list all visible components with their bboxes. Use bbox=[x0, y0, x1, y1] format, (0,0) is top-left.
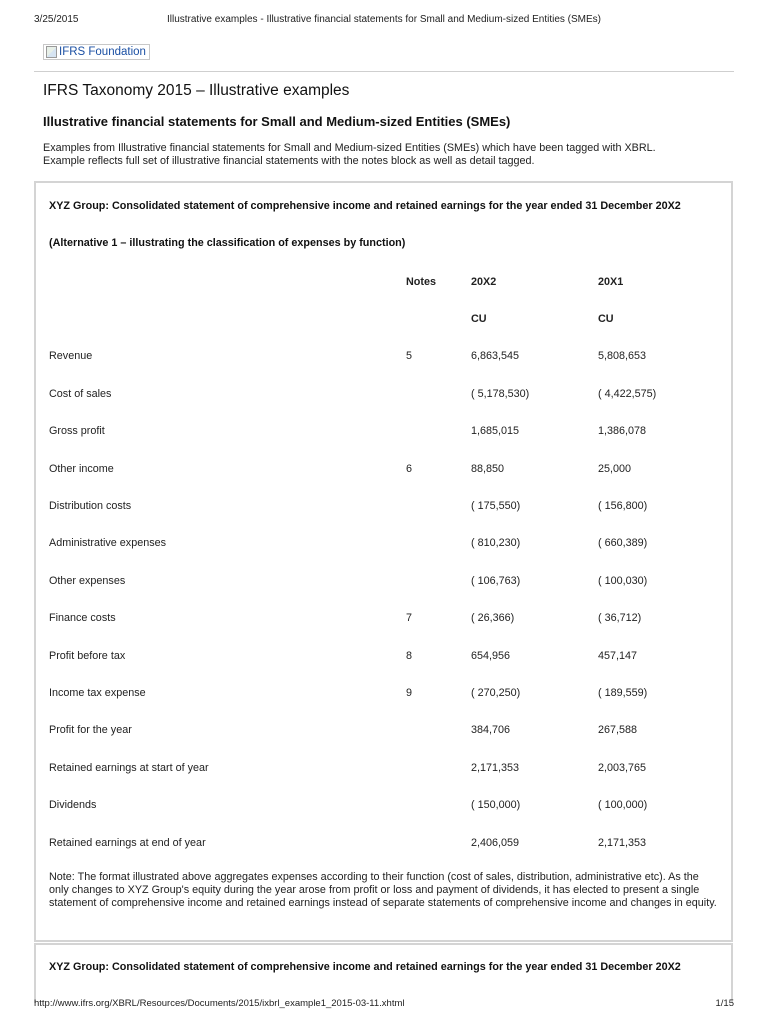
currency-current-year: CU bbox=[471, 313, 487, 326]
table-row bbox=[36, 562, 731, 599]
row-value-20x2: ( 810,230) bbox=[471, 537, 521, 550]
page-number: 1/15 bbox=[715, 998, 734, 1009]
row-note bbox=[406, 749, 471, 786]
table-row bbox=[36, 487, 731, 524]
print-footer bbox=[34, 998, 734, 1010]
row-label: Gross profit bbox=[49, 425, 105, 438]
table-row bbox=[36, 600, 731, 637]
row-note: 9 bbox=[406, 686, 413, 699]
header-prior-year: 20X1 bbox=[598, 275, 624, 288]
row-value-20x2: 654,956 bbox=[471, 649, 511, 662]
statement-panel-2 bbox=[34, 943, 733, 1003]
row-note: 7 bbox=[406, 612, 413, 625]
row-label: Profit before tax bbox=[49, 649, 126, 662]
row-label: Finance costs bbox=[49, 612, 116, 625]
currency-row bbox=[36, 300, 731, 337]
row-value-20x1: 457,147 bbox=[598, 649, 638, 662]
header-divider bbox=[34, 71, 734, 72]
table-row bbox=[36, 712, 731, 749]
row-value-20x1: ( 4,422,575) bbox=[598, 387, 657, 400]
row-label: Other expenses bbox=[49, 574, 126, 587]
row-value-20x1: ( 189,559) bbox=[598, 686, 648, 699]
table-row bbox=[36, 824, 731, 861]
table-row bbox=[36, 525, 731, 562]
row-label: Income tax expense bbox=[49, 686, 146, 699]
row-label: Profit for the year bbox=[49, 724, 132, 737]
intro-line-1: Examples from Illustrative financial statements for Small and Medium-sized Entities (SMEs) which have been tagged with XBRL. bbox=[43, 142, 656, 154]
row-label: Retained earnings at end of year bbox=[49, 836, 206, 849]
row-value-20x2: ( 270,250) bbox=[471, 686, 521, 699]
row-note bbox=[406, 712, 471, 749]
header-current-year: 20X2 bbox=[471, 275, 497, 288]
table-row bbox=[36, 786, 731, 823]
row-note bbox=[406, 562, 471, 599]
row-value-20x2: ( 5,178,530) bbox=[471, 387, 530, 400]
page-subtitle: Illustrative financial statements for Small and Medium-sized Entities (SMEs) bbox=[43, 114, 511, 129]
table-header-row bbox=[36, 263, 731, 300]
row-value-20x2: 6,863,545 bbox=[471, 350, 520, 363]
header-notes: Notes bbox=[406, 275, 436, 288]
row-label: Administrative expenses bbox=[49, 537, 167, 550]
print-url: http://www.ifrs.org/XBRL/Resources/Documents/2015/ixbrl_example1_2015-03-11.xhtml bbox=[34, 998, 405, 1009]
row-label: Revenue bbox=[49, 350, 93, 363]
statement-alternative: (Alternative 1 – illustrating the classification of expenses by function) bbox=[49, 237, 406, 249]
print-page-title: Illustrative examples - Illustrative financial statements for Small and Medium-sized Entities (SMEs) bbox=[166, 14, 602, 25]
row-note bbox=[406, 786, 471, 823]
print-date: 3/25/2015 bbox=[34, 14, 79, 25]
row-value-20x1: 25,000 bbox=[598, 462, 632, 475]
statement-panel bbox=[34, 181, 733, 942]
row-label: Other income bbox=[49, 462, 114, 475]
row-value-20x2: 2,406,059 bbox=[471, 836, 520, 849]
currency-prior-year: CU bbox=[598, 313, 614, 326]
page-title: IFRS Taxonomy 2015 – Illustrative examples bbox=[43, 82, 350, 99]
row-note bbox=[406, 525, 471, 562]
row-label: Dividends bbox=[49, 799, 97, 812]
statement-2-title: XYZ Group: Consolidated statement of comprehensive income and retained earnings for the year ended 31 December 20X2 bbox=[49, 961, 681, 973]
row-value-20x2: ( 106,763) bbox=[471, 574, 521, 587]
broken-image-icon bbox=[46, 46, 57, 58]
logo-alt-text: IFRS Foundation bbox=[59, 46, 146, 58]
header-label-cell bbox=[36, 263, 406, 300]
intro-line-2: Example reflects full set of illustrative financial statements with the notes block as well as detail tagged. bbox=[43, 155, 535, 167]
row-note bbox=[406, 413, 471, 450]
row-value-20x2: 384,706 bbox=[471, 724, 511, 737]
table-row bbox=[36, 674, 731, 711]
table-row bbox=[36, 637, 731, 674]
row-value-20x1: 1,386,078 bbox=[598, 425, 647, 438]
row-note bbox=[406, 487, 471, 524]
row-note: 6 bbox=[406, 462, 413, 475]
intro-paragraph bbox=[43, 142, 733, 168]
row-value-20x1: ( 660,389) bbox=[598, 537, 648, 550]
table-row bbox=[36, 375, 731, 412]
row-label: Retained earnings at start of year bbox=[49, 761, 209, 774]
row-note: 5 bbox=[406, 350, 413, 363]
statement-note: Note: The format illustrated above aggregates expenses according to their function (cost of sales, distribution, administrative etc). As the only changes to XYZ Group's equity during the year arose from profit or loss and payment of dividends, it has elected to present a single statement of comprehensive income and retained earnings instead of separate statements of comprehensive income and changes in equity. bbox=[49, 871, 717, 910]
statement-rows bbox=[36, 338, 731, 861]
ifrs-foundation-logo-link[interactable] bbox=[43, 44, 150, 60]
row-value-20x1: 2,003,765 bbox=[598, 761, 647, 774]
row-value-20x1: ( 100,030) bbox=[598, 574, 648, 587]
row-note bbox=[406, 375, 471, 412]
row-note bbox=[406, 824, 471, 861]
statement-title: XYZ Group: Consolidated statement of comprehensive income and retained earnings for the year ended 31 December 20X2 bbox=[49, 200, 681, 212]
row-value-20x1: ( 36,712) bbox=[598, 612, 642, 625]
print-header bbox=[34, 14, 734, 28]
row-value-20x1: 5,808,653 bbox=[598, 350, 647, 363]
row-value-20x1: ( 156,800) bbox=[598, 500, 648, 513]
row-label: Distribution costs bbox=[49, 500, 132, 513]
row-value-20x1: ( 100,000) bbox=[598, 799, 648, 812]
row-value-20x1: 267,588 bbox=[598, 724, 638, 737]
table-row bbox=[36, 450, 731, 487]
table-row bbox=[36, 338, 731, 375]
table-row bbox=[36, 749, 731, 786]
row-value-20x2: 1,685,015 bbox=[471, 425, 520, 438]
table-row bbox=[36, 413, 731, 450]
income-statement-table bbox=[36, 263, 731, 861]
row-value-20x2: ( 26,366) bbox=[471, 612, 515, 625]
row-value-20x2: 2,171,353 bbox=[471, 761, 520, 774]
row-value-20x2: ( 150,000) bbox=[471, 799, 521, 812]
row-value-20x2: ( 175,550) bbox=[471, 500, 521, 513]
row-value-20x1: 2,171,353 bbox=[598, 836, 647, 849]
row-value-20x2: 88,850 bbox=[471, 462, 505, 475]
row-note: 8 bbox=[406, 649, 413, 662]
row-label: Cost of sales bbox=[49, 387, 112, 400]
